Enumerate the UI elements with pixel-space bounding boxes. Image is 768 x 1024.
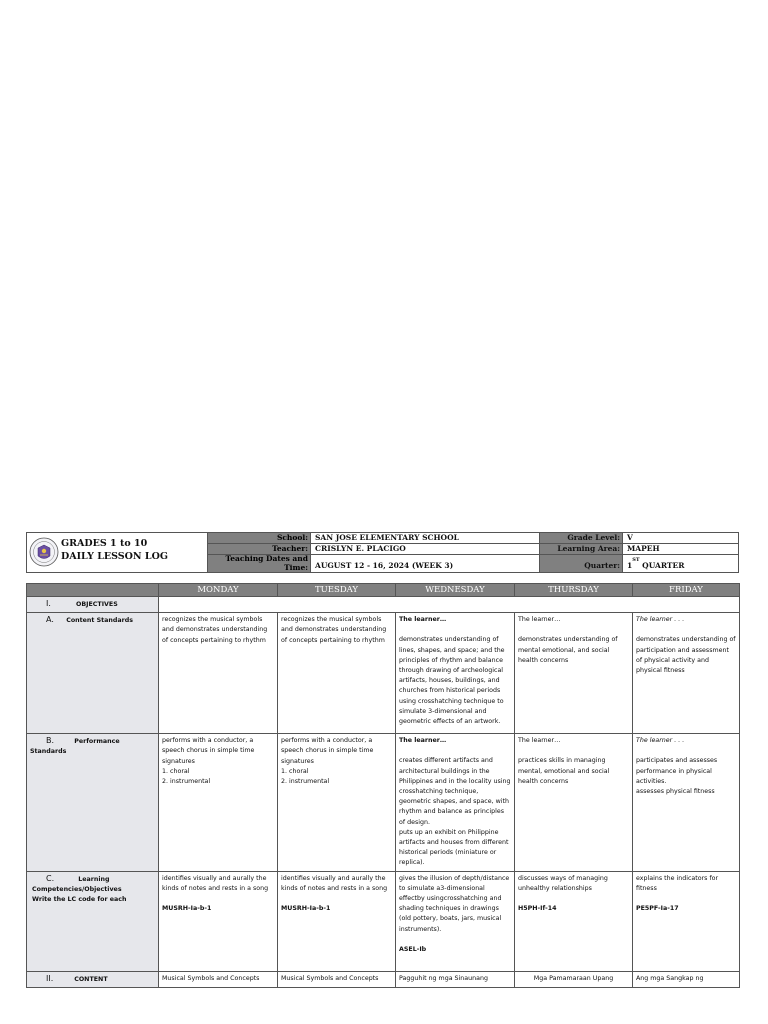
performance-standards-monday: performs with a conductor, a speech chorus in simple time signatures 1. choral 2. instrumental — [159, 734, 278, 871]
competencies-monday-cell — [159, 871, 278, 971]
objectives-num: I. — [46, 599, 51, 608]
teacher-label: Teacher: — [208, 544, 311, 554]
competencies-tuesday: identifies visually and aurally the kinds of notes and rests in a song — [281, 874, 388, 892]
header-row-school — [208, 533, 738, 544]
objectives-label: OBJECTIVES — [76, 601, 118, 608]
objectives-span-cell — [159, 597, 740, 613]
competencies-thursday: discusses ways of managing unhealthy relationships — [518, 874, 608, 892]
school-value: SAN JOSE ELEMENTARY SCHOOL — [315, 533, 459, 542]
content-standards-tuesday: recognizes the musical symbols and demonstrates understanding of concepts pertaining to rhythm — [278, 613, 396, 734]
performance-standards-wednesday-lead: The learner… — [399, 737, 447, 745]
log-title — [61, 537, 206, 563]
performance-standards-num: B. — [46, 736, 55, 746]
teaching-dates-label — [208, 555, 311, 572]
competencies-friday-code: PE5PF-Ia-17 — [636, 905, 679, 913]
content-standards-thursday: demonstrates understanding of mental emotional, and social health concerns — [518, 636, 618, 664]
content-row — [27, 971, 740, 987]
day-header-tuesday: TUESDAY — [278, 584, 396, 597]
competencies-wednesday-code: ASEL-Ib — [399, 945, 427, 953]
teacher-value: CRISLYN E. PLACIGO — [315, 544, 406, 553]
performance-standards-thursday-lead: The learner… — [518, 737, 561, 745]
header-row-dates — [208, 555, 738, 572]
grade-level-label: Grade Level: — [539, 533, 623, 543]
day-header-thursday: THURSDAY — [515, 584, 633, 597]
performance-standards-wednesday: creates different artifacts and architectural buildings in the Philippines and in the locality using crosshatching technique, geometric shapes, and space, with rhythm and balance as principles of design. puts up an exhibit on Philippine artifacts and houses from different historical periods (miniature or replica). — [399, 757, 511, 867]
teaching-dates-label-line1: Teaching Dates and — [225, 554, 308, 563]
content-standards-row — [27, 613, 740, 734]
performance-standards-friday-lead: The learner . . . — [636, 737, 685, 745]
performance-standards-label: Performance Standards — [30, 738, 120, 756]
competencies-row — [27, 871, 740, 971]
competencies-tuesday-code: MUSRH-Ia-b-1 — [281, 905, 331, 913]
day-header-wednesday: WEDNESDAY — [396, 584, 515, 597]
competencies-monday: identifies visually and aurally the kinds of notes and rests in a song — [162, 874, 269, 892]
content-standards-label-cell — [27, 613, 159, 734]
content-monday: Musical Symbols and Concepts — [159, 971, 278, 987]
competencies-label-line2: Competencies/Objectives — [32, 885, 122, 893]
competencies-num: C. — [46, 873, 55, 883]
day-header-monday: MONDAY — [159, 584, 278, 597]
content-label-cell — [27, 971, 159, 987]
log-title-line2: DAILY LESSON LOG — [61, 551, 168, 562]
quarter-value — [624, 555, 738, 572]
competencies-friday-cell — [633, 871, 740, 971]
learning-area-label: Learning Area: — [539, 544, 623, 554]
performance-standards-thursday: practices skills in managing mental, emotional and social health concerns — [518, 757, 610, 785]
performance-standards-tuesday: performs with a conductor, a speech chorus in simple time signatures 1. choral 2. instrumental — [278, 734, 396, 871]
competencies-wednesday: gives the illusion of depth/distance to simulate a3-dimensional effectby usingcrosshatching and shading techniques in drawings (old pottery, boats, jars, musical instruments). — [399, 874, 510, 933]
content-friday: Ang mga Sangkap ng — [633, 971, 740, 987]
competencies-monday-code: MUSRH-Ia-b-1 — [162, 905, 212, 913]
content-standards-label: Content Standards — [66, 617, 133, 625]
competencies-wednesday-cell — [396, 871, 515, 971]
content-thursday: Mga Pamamaraan Upang — [515, 971, 633, 987]
competencies-thursday-cell — [515, 871, 633, 971]
content-standards-wednesday-lead: The learner… — [399, 616, 447, 624]
teaching-dates-label-line2: Time: — [284, 562, 308, 572]
quarter-label: Quarter: — [539, 555, 623, 572]
competencies-friday: explains the indicators for fitness — [636, 874, 719, 892]
content-standards-monday: recognizes the musical symbols and demonstrates understanding of concepts pertaining to rhythm — [159, 613, 278, 734]
performance-standards-label-cell — [27, 734, 159, 871]
competencies-tuesday-cell — [278, 871, 396, 971]
content-wednesday: Pagguhit ng mga Sinaunang — [396, 971, 515, 987]
logo-cell — [27, 533, 208, 572]
performance-standards-thursday-cell — [515, 734, 633, 871]
log-title-line1: GRADES 1 to 10 — [61, 538, 148, 549]
content-standards-friday-cell — [633, 613, 740, 734]
teaching-dates-value: AUGUST 12 - 16, 2024 (WEEK 3) — [315, 561, 454, 570]
content-standards-friday: demonstrates understanding of participation and assessment of physical activity and physical fitness — [636, 636, 736, 675]
competencies-label-cell — [27, 871, 159, 971]
performance-standards-friday-cell — [633, 734, 740, 871]
content-standards-num: A. — [46, 615, 54, 625]
content-tuesday: Musical Symbols and Concepts — [278, 971, 396, 987]
performance-standards-row — [27, 734, 740, 871]
competencies-label-line3: Write the LC code for each — [32, 896, 127, 904]
learning-area-value: MAPEH — [627, 544, 660, 553]
quarter-text: QUARTER — [639, 561, 685, 570]
objectives-row — [27, 597, 740, 613]
content-standards-wednesday-cell — [396, 613, 515, 734]
grade-level-value: V — [627, 533, 633, 542]
lesson-log-table — [26, 583, 740, 988]
school-label: School: — [208, 533, 311, 543]
day-header-friday: FRIDAY — [633, 584, 740, 597]
competencies-thursday-code: H5PH-If-14 — [518, 905, 557, 913]
day-header-row — [27, 584, 740, 597]
content-standards-wednesday: demonstrates understanding of lines, shapes, and space; and the principles of rhythm and balance through drawing of archeological artifacts, houses, buildings, and churches from historical periods using crosshatching technique to simulate 3-dimensional and geometric effects of an artwork. — [399, 636, 505, 726]
content-num: II. — [46, 973, 54, 983]
deped-seal-icon — [29, 535, 59, 569]
quarter-superscript: ST — [632, 557, 640, 563]
content-standards-thursday-lead: The learner… — [518, 616, 561, 624]
dll-header — [26, 532, 739, 573]
performance-standards-friday: participates and assesses performance in physical activities. assesses physical fitness — [636, 757, 718, 796]
content-standards-friday-lead: The learner . . . — [636, 616, 685, 624]
content-standards-thursday-cell — [515, 613, 633, 734]
content-label: CONTENT — [74, 975, 108, 983]
quarter-number: 1 — [627, 561, 633, 570]
corner-cell — [27, 584, 159, 597]
competencies-label-line1: Learning — [78, 875, 110, 883]
objectives-label-cell — [27, 597, 159, 613]
performance-standards-wednesday-cell — [396, 734, 515, 871]
